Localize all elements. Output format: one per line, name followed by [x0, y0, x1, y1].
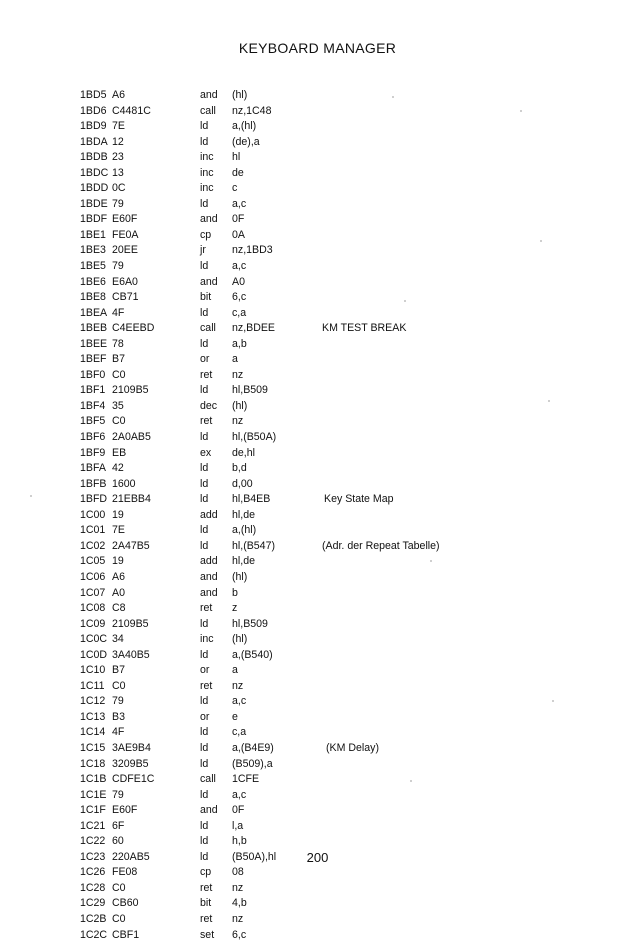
operand: e [232, 710, 238, 723]
code-line [0, 632, 635, 648]
opcode-bytes: 1600 [112, 477, 136, 490]
code-line [0, 275, 635, 291]
address: 1BDE [80, 197, 108, 210]
address: 1C10 [80, 664, 106, 677]
mnemonic: inc [200, 182, 214, 195]
opcode-bytes: E60F [112, 213, 138, 226]
mnemonic: inc [200, 633, 214, 646]
mnemonic: and [200, 570, 218, 583]
code-line [0, 508, 635, 524]
operand: d,00 [232, 477, 253, 490]
opcode-bytes: 0C [112, 182, 126, 195]
scan-speck [30, 495, 32, 497]
operand: nz [232, 881, 244, 894]
mnemonic: ld [200, 120, 209, 133]
opcode-bytes: 34 [112, 633, 124, 646]
scan-speck [410, 780, 412, 782]
operand: c,a [232, 726, 247, 739]
comment: Key State Map [324, 493, 394, 506]
code-line [0, 399, 635, 415]
operand: b [232, 586, 238, 599]
mnemonic: jr [200, 244, 206, 257]
mnemonic: and [200, 89, 218, 101]
address: 1C09 [80, 617, 106, 630]
mnemonic: ex [200, 446, 212, 459]
code-line [0, 197, 635, 213]
address: 1BDB [80, 151, 108, 164]
mnemonic: ld [200, 695, 209, 708]
address: 1BDF [80, 213, 108, 226]
address: 1C02 [80, 539, 106, 552]
mnemonic: ld [200, 524, 209, 537]
scan-speck [520, 110, 522, 112]
operand: 0F [232, 804, 245, 817]
code-line [0, 757, 635, 773]
comment: (KM Delay) [326, 741, 379, 754]
opcode-bytes: 79 [112, 197, 124, 210]
code-line [0, 368, 635, 384]
opcode-bytes: 2A0AB5 [112, 431, 151, 444]
opcode-bytes: B7 [112, 664, 125, 677]
code-line [0, 788, 635, 804]
address: 1C05 [80, 555, 106, 568]
address: 1C22 [80, 835, 106, 848]
code-line [0, 539, 635, 555]
operand: a,b [232, 337, 247, 350]
opcode-bytes: 7E [112, 524, 125, 537]
code-line [0, 212, 635, 228]
opcode-bytes: CBF1 [112, 928, 140, 941]
opcode-bytes: 79 [112, 788, 124, 801]
address: 1C26 [80, 866, 106, 879]
operand: nz [232, 679, 244, 692]
mnemonic: ld [200, 835, 209, 848]
code-line [0, 181, 635, 197]
mnemonic: ld [200, 648, 209, 661]
mnemonic: ld [200, 741, 209, 754]
code-line [0, 461, 635, 477]
opcode-bytes: A6 [112, 89, 125, 101]
mnemonic: ret [200, 881, 213, 894]
opcode-bytes: C0 [112, 881, 126, 894]
code-line [0, 88, 635, 104]
code-line [0, 446, 635, 462]
opcode-bytes: 19 [112, 508, 124, 521]
opcode-bytes: 19 [112, 555, 124, 568]
opcode-bytes: 13 [112, 166, 124, 179]
code-line [0, 772, 635, 788]
code-line [0, 601, 635, 617]
mnemonic: and [200, 275, 218, 288]
code-line [0, 803, 635, 819]
address: 1C2B [80, 912, 107, 925]
opcode-bytes: 23 [112, 151, 124, 164]
opcode-bytes: 78 [112, 337, 124, 350]
operand: l,a [232, 819, 244, 832]
page-title: KEYBOARD MANAGER [238, 40, 397, 56]
code-line [0, 725, 635, 741]
code-line [0, 586, 635, 602]
comment: KM TEST BREAK [322, 322, 407, 335]
code-line [0, 741, 635, 757]
code-line [0, 337, 635, 353]
mnemonic: bit [200, 897, 212, 910]
address: 1BE3 [80, 244, 106, 257]
operand: nz,1BD3 [232, 244, 273, 257]
opcode-bytes: 3209B5 [112, 757, 149, 770]
code-line [0, 896, 635, 912]
mnemonic: add [200, 508, 218, 521]
mnemonic: cp [200, 228, 212, 241]
code-line [0, 430, 635, 446]
address: 1BD9 [80, 120, 107, 133]
address: 1BDC [80, 166, 109, 179]
opcode-bytes: 79 [112, 695, 124, 708]
mnemonic: call [200, 104, 216, 117]
operand: nz [232, 415, 244, 428]
operand: nz [232, 368, 244, 381]
address: 1BD5 [80, 89, 107, 101]
opcode-bytes: CDFE1C [112, 773, 155, 786]
address: 1BFB [80, 477, 107, 490]
operand: 08 [232, 866, 244, 879]
operand: nz,1C48 [232, 104, 272, 117]
opcode-bytes: CB60 [112, 897, 139, 910]
mnemonic: call [200, 322, 216, 335]
address: 1C0D [80, 648, 108, 661]
address: 1C08 [80, 602, 106, 615]
mnemonic: ld [200, 477, 209, 490]
operand: 4,b [232, 897, 247, 910]
operand: (B509),a [232, 757, 273, 770]
code-line [0, 383, 635, 399]
code-line [0, 306, 635, 322]
code-line [0, 492, 635, 508]
mnemonic: ret [200, 415, 213, 428]
mnemonic: ld [200, 788, 209, 801]
mnemonic: ld [200, 850, 209, 863]
code-line [0, 166, 635, 182]
code-line [0, 679, 635, 695]
mnemonic: ld [200, 306, 209, 319]
opcode-bytes: 20EE [112, 244, 138, 257]
opcode-bytes: 4F [112, 726, 125, 739]
opcode-bytes: C0 [112, 368, 126, 381]
code-line [0, 648, 635, 664]
opcode-bytes: FE0A [112, 228, 139, 241]
mnemonic: ld [200, 539, 209, 552]
mnemonic: and [200, 586, 218, 599]
address: 1C1F [80, 804, 106, 817]
opcode-bytes: 42 [112, 462, 124, 475]
address: 1C15 [80, 741, 106, 754]
opcode-bytes: 60 [112, 835, 124, 848]
operand: hl,B4EB [232, 493, 271, 506]
opcode-bytes: B7 [112, 353, 125, 366]
operand: de [232, 166, 244, 179]
opcode-bytes: C4481C [112, 104, 151, 117]
opcode-bytes: FE08 [112, 866, 138, 879]
address: 1C23 [80, 850, 106, 863]
address: 1C11 [80, 679, 105, 692]
operand: hl,(B547) [232, 539, 275, 552]
operand: (hl) [232, 89, 248, 101]
address: 1BE6 [80, 275, 106, 288]
mnemonic: and [200, 213, 218, 226]
code-line [0, 865, 635, 881]
code-line [0, 135, 635, 151]
mnemonic: ld [200, 493, 209, 506]
opcode-bytes: 4F [112, 306, 125, 319]
mnemonic: set [200, 928, 215, 941]
address: 1BFA [80, 462, 106, 475]
code-listing [0, 88, 635, 943]
address: 1BEF [80, 353, 107, 366]
operand: a [232, 664, 238, 677]
opcode-bytes: 35 [112, 399, 124, 412]
opcode-bytes: B3 [112, 710, 125, 723]
code-line [0, 617, 635, 633]
operand: nz [232, 912, 244, 925]
operand: a,(B540) [232, 648, 273, 661]
opcode-bytes: A0 [112, 586, 125, 599]
address: 1BF9 [80, 446, 106, 459]
mnemonic: ld [200, 726, 209, 739]
opcode-bytes: A6 [112, 570, 125, 583]
address: 1BEB [80, 322, 108, 335]
code-line [0, 259, 635, 275]
mnemonic: ld [200, 260, 209, 273]
scan-speck [392, 96, 394, 98]
mnemonic: ld [200, 337, 209, 350]
address: 1BE5 [80, 260, 106, 273]
opcode-bytes: E60F [112, 804, 138, 817]
page-number: 200 [306, 850, 329, 865]
code-line [0, 414, 635, 430]
scan-speck [430, 560, 432, 562]
operand: (hl) [232, 633, 248, 646]
code-line [0, 819, 635, 835]
mnemonic: ld [200, 819, 209, 832]
opcode-bytes: C0 [112, 415, 126, 428]
mnemonic: or [200, 353, 210, 366]
operand: hl,(B50A) [232, 431, 277, 444]
code-line [0, 928, 635, 943]
opcode-bytes: 2109B5 [112, 384, 149, 397]
operand: a,c [232, 695, 247, 708]
address: 1BD6 [80, 104, 107, 117]
mnemonic: ret [200, 679, 213, 692]
operand: 6,c [232, 291, 247, 304]
operand: 0F [232, 213, 245, 226]
address: 1C01 [80, 524, 106, 537]
code-line [0, 912, 635, 928]
address: 1C29 [80, 897, 106, 910]
opcode-bytes: 79 [112, 260, 124, 273]
scan-speck [552, 700, 554, 702]
opcode-bytes: E6A0 [112, 275, 138, 288]
opcode-bytes: 3A40B5 [112, 648, 150, 661]
address: 1C1B [80, 773, 107, 786]
address: 1C0C [80, 633, 108, 646]
address: 1BDA [80, 135, 108, 148]
operand: hl,de [232, 508, 255, 521]
code-line [0, 243, 635, 259]
code-line [0, 321, 635, 337]
code-line [0, 119, 635, 135]
opcode-bytes: C0 [112, 679, 126, 692]
operand: hl [232, 151, 241, 164]
operand: nz,BDEE [232, 322, 275, 335]
mnemonic: ret [200, 602, 213, 615]
operand: a,c [232, 260, 247, 273]
opcode-bytes: 2109B5 [112, 617, 149, 630]
address: 1C06 [80, 570, 106, 583]
operand: hl,de [232, 555, 255, 568]
address: 1C13 [80, 710, 106, 723]
mnemonic: and [200, 804, 218, 817]
scan-speck [404, 300, 406, 302]
mnemonic: ld [200, 431, 209, 444]
operand: A0 [232, 275, 245, 288]
code-line [0, 477, 635, 493]
address: 1C12 [80, 695, 106, 708]
operand: 0A [232, 228, 245, 241]
opcode-bytes: 6F [112, 819, 125, 832]
address: 1BDD [80, 182, 109, 195]
code-line [0, 710, 635, 726]
operand: (B50A),hl [232, 850, 277, 863]
mnemonic: bit [200, 291, 212, 304]
operand: a,(hl) [232, 524, 257, 537]
mnemonic: ret [200, 368, 213, 381]
opcode-bytes: 2A47B5 [112, 539, 150, 552]
scan-speck [548, 400, 550, 402]
address: 1BE1 [80, 228, 106, 241]
operand: a,(B4E9) [232, 741, 274, 754]
operand: 1CFE [232, 773, 260, 786]
address: 1C1E [80, 788, 107, 801]
code-line [0, 663, 635, 679]
opcode-bytes: C4EEBD [112, 322, 155, 335]
address: 1C21 [80, 819, 106, 832]
code-line [0, 150, 635, 166]
address: 1C18 [80, 757, 106, 770]
operand: a,c [232, 197, 247, 210]
address: 1BFD [80, 493, 108, 506]
address: 1C14 [80, 726, 106, 739]
mnemonic: ld [200, 462, 209, 475]
opcode-bytes: 12 [112, 135, 124, 148]
operand: hl,B509 [232, 617, 268, 630]
code-line [0, 554, 635, 570]
mnemonic: inc [200, 166, 214, 179]
address: 1BF6 [80, 431, 106, 444]
address: 1BEE [80, 337, 108, 350]
comment: (Adr. der Repeat Tabelle) [322, 539, 440, 552]
operand: 6,c [232, 928, 247, 941]
operand: hl,B509 [232, 384, 268, 397]
operand: c [232, 182, 238, 195]
operand: h,b [232, 835, 247, 848]
address: 1BF0 [80, 368, 106, 381]
operand: de,hl [232, 446, 255, 459]
opcode-bytes: C0 [112, 912, 126, 925]
opcode-bytes: 21EBB4 [112, 493, 151, 506]
address: 1C2C [80, 928, 108, 941]
scan-speck [540, 240, 542, 242]
mnemonic: ld [200, 757, 209, 770]
mnemonic: ld [200, 135, 209, 148]
code-line [0, 352, 635, 368]
operand: (hl) [232, 570, 248, 583]
mnemonic: ld [200, 384, 209, 397]
operand: a [232, 353, 238, 366]
opcode-bytes: C8 [112, 602, 126, 615]
address: 1BF4 [80, 399, 106, 412]
operand: (de),a [232, 135, 260, 148]
mnemonic: add [200, 555, 218, 568]
address: 1C00 [80, 508, 106, 521]
mnemonic: ret [200, 912, 213, 925]
opcode-bytes: CB71 [112, 291, 139, 304]
mnemonic: dec [200, 399, 218, 412]
address: 1C28 [80, 881, 106, 894]
operand: a,c [232, 788, 247, 801]
mnemonic: inc [200, 151, 214, 164]
mnemonic: ld [200, 617, 209, 630]
mnemonic: ld [200, 197, 209, 210]
code-line [0, 694, 635, 710]
mnemonic: or [200, 710, 210, 723]
address: 1BEA [80, 306, 108, 319]
code-line [0, 881, 635, 897]
opcode-bytes: 3AE9B4 [112, 741, 151, 754]
code-line [0, 104, 635, 120]
address: 1C07 [80, 586, 106, 599]
address: 1BF5 [80, 415, 106, 428]
operand: a,(hl) [232, 120, 257, 133]
mnemonic: or [200, 664, 210, 677]
code-line [0, 523, 635, 539]
mnemonic: cp [200, 866, 212, 879]
mnemonic: call [200, 773, 216, 786]
address: 1BF1 [80, 384, 106, 397]
operand: b,d [232, 462, 247, 475]
opcode-bytes: 7E [112, 120, 125, 133]
opcode-bytes: 220AB5 [112, 850, 150, 863]
operand: (hl) [232, 399, 248, 412]
code-line [0, 290, 635, 306]
code-line [0, 834, 635, 850]
operand: c,a [232, 306, 247, 319]
address: 1BE8 [80, 291, 106, 304]
operand: z [232, 602, 238, 615]
code-line [0, 570, 635, 586]
opcode-bytes: EB [112, 446, 127, 459]
